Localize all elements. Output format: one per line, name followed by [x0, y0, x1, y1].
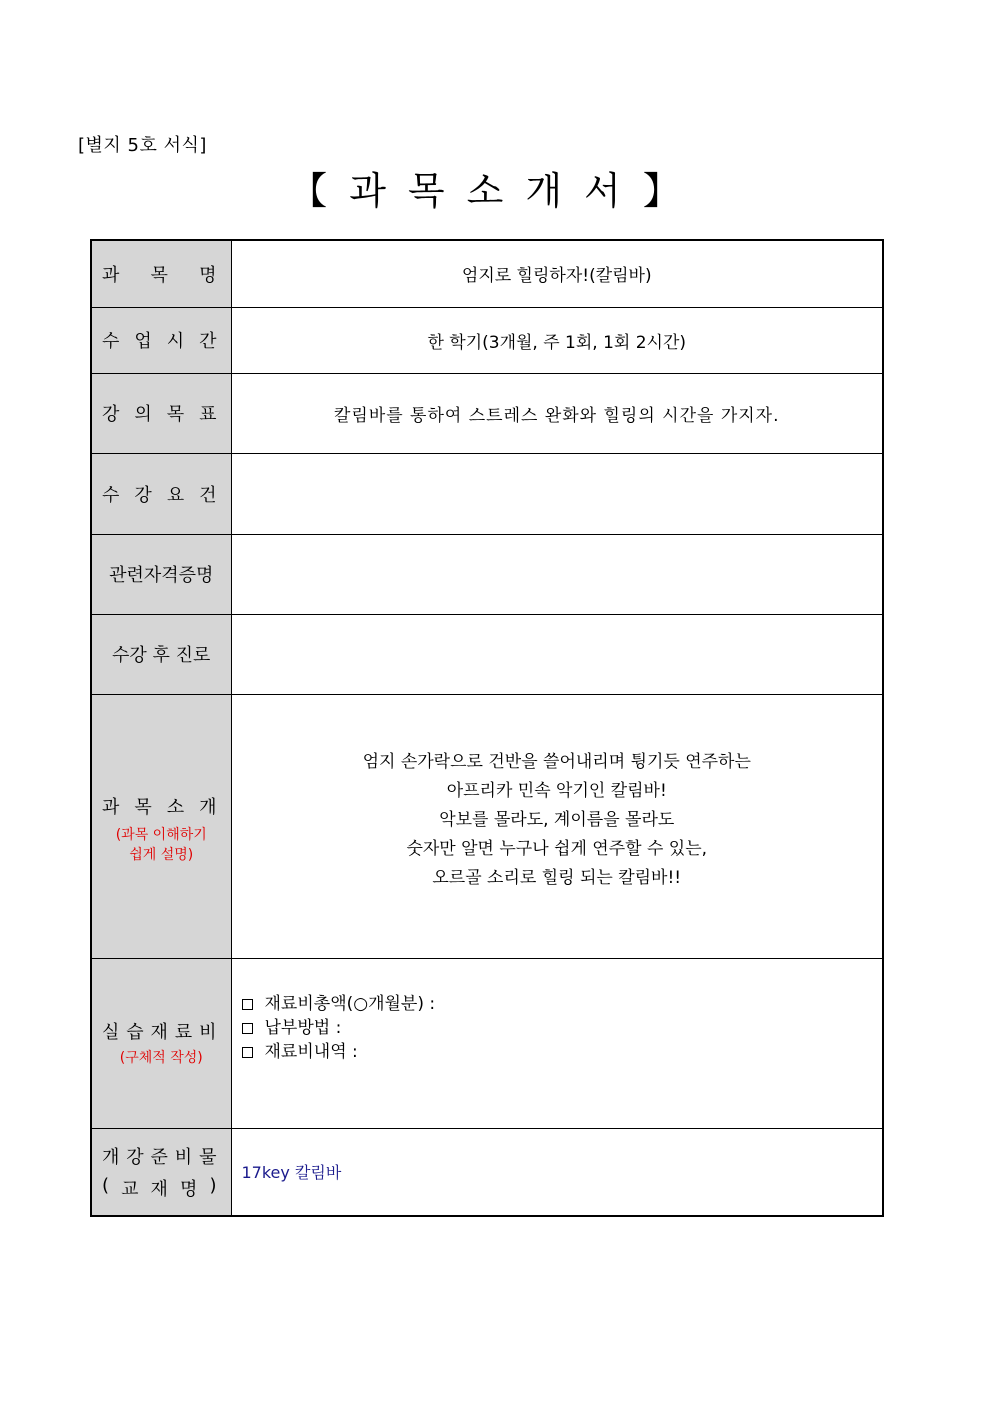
- intro-line: 악보를 몰라도, 계이름을 몰라도: [439, 809, 675, 830]
- document-title: 【과목소개서】: [289, 169, 703, 213]
- intro-line: 오르골 소리로 힐링 되는 칼림바!!: [432, 867, 682, 888]
- course-intro-form: [90, 239, 884, 1217]
- row-subject-name: [91, 240, 883, 307]
- intro-line: 숫자만 알면 누구나 쉽게 연주할 수 있는,: [406, 838, 708, 859]
- fee-item-details: 재료비내역 :: [242, 1040, 883, 1064]
- form-number: [별지 5호 서식]: [78, 135, 207, 156]
- row-objective: [91, 373, 883, 453]
- introduction-value: [231, 694, 883, 958]
- label-preparation: 개 강 준 비 물 ( 교 재 명 ): [91, 1128, 231, 1216]
- label-introduction: 과 목 소 개 (과목 이해하기 쉽게 설명): [91, 694, 231, 958]
- material-fee-value: [231, 958, 883, 1128]
- class-time-value: 한 학기(3개월, 주 1회, 1회 2시간): [231, 307, 883, 373]
- intro-line: 아프리카 민속 악기인 칼림바!: [446, 780, 667, 801]
- subject-name-value: 엄지로 힐링하자!(칼림바): [231, 240, 883, 307]
- label-requirements: 수 강 요 건: [91, 453, 231, 534]
- material-fee-sublabel: (구체적 작성): [119, 1050, 203, 1066]
- row-material-fee: [91, 958, 883, 1128]
- career-value[interactable]: [231, 614, 883, 694]
- checkbox-icon[interactable]: [242, 1023, 253, 1034]
- label-objective: 강 의 목 표: [91, 373, 231, 453]
- label-class-time: 수 업 시 간: [91, 307, 231, 373]
- row-certificate: [91, 534, 883, 614]
- introduction-sublabel: (과목 이해하기 쉽게 설명): [115, 827, 207, 863]
- checkbox-icon[interactable]: [242, 1047, 253, 1058]
- intro-line: 엄지 손가락으로 건반을 쓸어내리며 튕기듯 연주하는: [362, 751, 751, 772]
- row-introduction: [91, 694, 883, 958]
- preparation-value: [231, 1128, 883, 1216]
- checkbox-icon[interactable]: [242, 999, 253, 1010]
- fee-item-payment: 납부방법 :: [242, 1016, 883, 1040]
- fee-item-total: 재료비총액(○개월분) :: [242, 992, 883, 1016]
- row-requirements: [91, 453, 883, 534]
- row-class-time: [91, 307, 883, 373]
- row-career: [91, 614, 883, 694]
- label-career: 수강 후 진로: [91, 614, 231, 694]
- textbook-name: 17key 칼림바: [241, 1163, 342, 1183]
- certificate-value[interactable]: [231, 534, 883, 614]
- objective-value: 칼림바를 통하여 스트레스 완화와 힐링의 시간을 가지자.: [231, 373, 883, 453]
- label-material-fee: 실 습 재 료 비 (구체적 작성): [91, 958, 231, 1128]
- label-certificate: 관련자격증명: [91, 534, 231, 614]
- row-preparation: [91, 1128, 883, 1216]
- label-subject-name: 과 목 명: [91, 240, 231, 307]
- requirements-value[interactable]: [231, 453, 883, 534]
